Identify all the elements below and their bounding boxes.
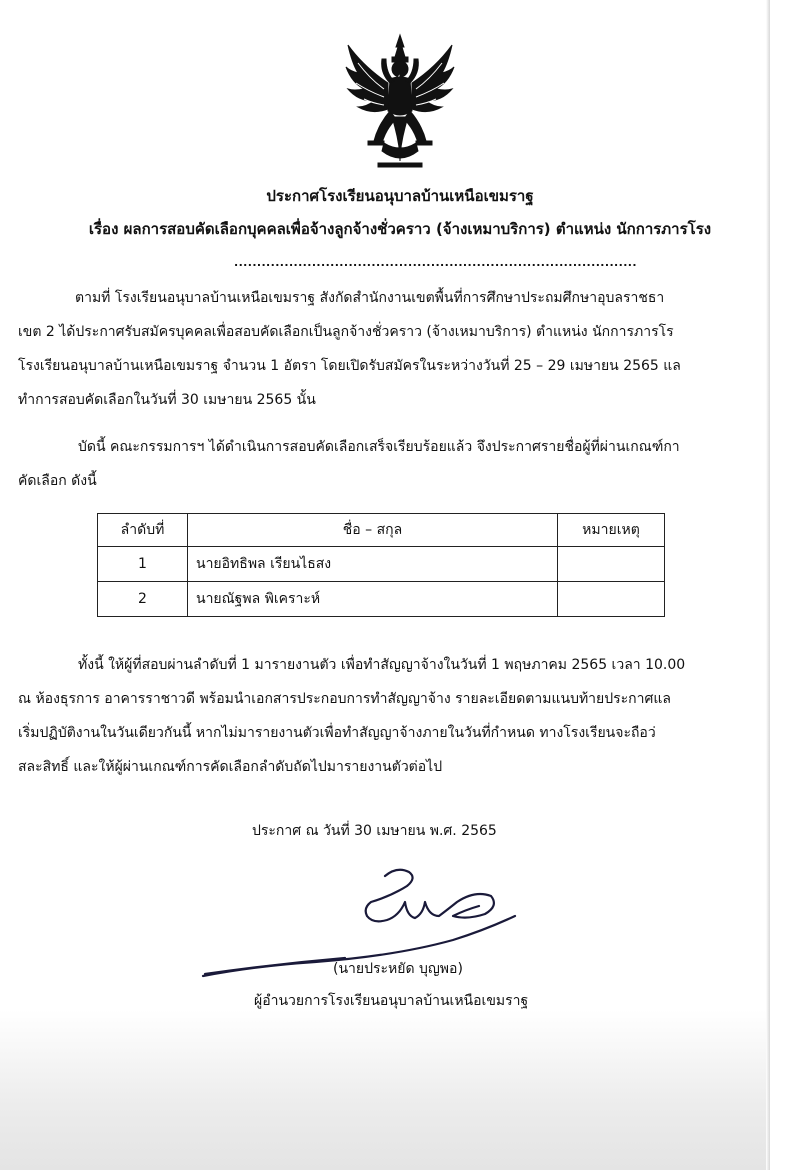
paragraph-2-line-1: บัดนี้ คณะกรรมการฯ ได้ดำเนินการสอบคัดเลือกเสร็จเรียบร้อยแล้ว จึงประกาศรายชื่อผู้ที่ผ่านเกณฑ์กา — [78, 439, 680, 455]
announcement-date: ประกาศ ณ วันที่ 30 เมษายน พ.ศ. 2565 — [252, 823, 497, 839]
column-header-name: ชื่อ – สกุล — [188, 514, 558, 547]
signer-name: (นายประหยัด บุญพอ) — [333, 961, 463, 977]
paragraph-1-line-2: เขต 2 ได้ประกาศรับสมัครบุคคลเพื่อสอบคัดเลือกเป็นลูกจ้างชั่วคราว (จ้างเหมาบริการ) ตำแหน่ง นักการภารโร — [18, 324, 674, 340]
paragraph-3-line-1: ทั้งนี้ ให้ผู้ที่สอบผ่านลำดับที่ 1 มารายงานตัว เพื่อทำสัญญาจ้างในวันที่ 1 พฤษภาคม 2565 เวลา 10.00 — [78, 657, 686, 673]
row-note — [558, 547, 665, 582]
paragraph-2-line-2: คัดเลือก ดังนี้ — [18, 473, 97, 489]
table-row — [98, 547, 665, 582]
page-shadow — [0, 1010, 770, 1170]
row-note — [558, 582, 665, 617]
paragraph-1-line-3: โรงเรียนอนุบาลบ้านเหนือเขมราฐ จำนวน 1 อัตรา โดยเปิดรับสมัครในระหว่างวันที่ 25 – 29 เมษายน 2565 แล — [18, 358, 681, 374]
announcement-title: ประกาศโรงเรียนอนุบาลบ้านเหนือเขมราฐ — [266, 187, 534, 205]
row-number: 2 — [98, 582, 188, 617]
paragraph-1-line-1: ตามที่ โรงเรียนอนุบาลบ้านเหนือเขมราฐ สังกัดสำนักงานเขตพื้นที่การศึกษาประถมศึกษาอุบลราชธา — [75, 290, 665, 306]
title-separator: ........................................................................................ — [234, 256, 637, 269]
row-number: 1 — [98, 547, 188, 582]
garuda-emblem-icon — [344, 33, 456, 171]
row-name: นายอิทธิพล เรียนไธสง — [188, 547, 558, 582]
signer-position: ผู้อำนวยการโรงเรียนอนุบาลบ้านเหนือเขมราฐ — [254, 993, 529, 1009]
paragraph-1-line-4: ทำการสอบคัดเลือกในวันที่ 30 เมษายน 2565 นั้น — [18, 392, 316, 408]
table-row — [98, 582, 665, 617]
results-table — [97, 513, 665, 617]
announcement-subject: เรื่อง ผลการสอบคัดเลือกบุคคลเพื่อจ้างลูกจ้างชั่วคราว (จ้างเหมาบริการ) ตำแหน่ง นักการภารโรง — [88, 220, 712, 238]
paragraph-3-line-2: ณ ห้องธุรการ อาคารราชาวดี พร้อมนำเอกสารประกอบการทำสัญญาจ้าง รายละเอียดตามแนบท้ายประกาศแล — [18, 691, 671, 707]
paragraph-3-line-4: สละสิทธิ์ และให้ผู้ผ่านเกณฑ์การคัดเลือกลำดับถัดไปมารายงานตัวต่อไป — [18, 759, 443, 775]
table-header-row — [98, 514, 665, 547]
row-name: นายณัฐพล พิเคราะห์ — [188, 582, 558, 617]
paragraph-3-line-3: เริ่มปฏิบัติงานในวันเดียวกันนี้ หากไม่มารายงานตัวเพื่อทำสัญญาจ้างภายในวันที่กำหนด ทางโรงเรียนจะถือว่ — [18, 725, 656, 741]
column-header-note: หมายเหตุ — [558, 514, 665, 547]
column-header-number: ลำดับที่ — [98, 514, 188, 547]
page-edge — [766, 0, 770, 1170]
